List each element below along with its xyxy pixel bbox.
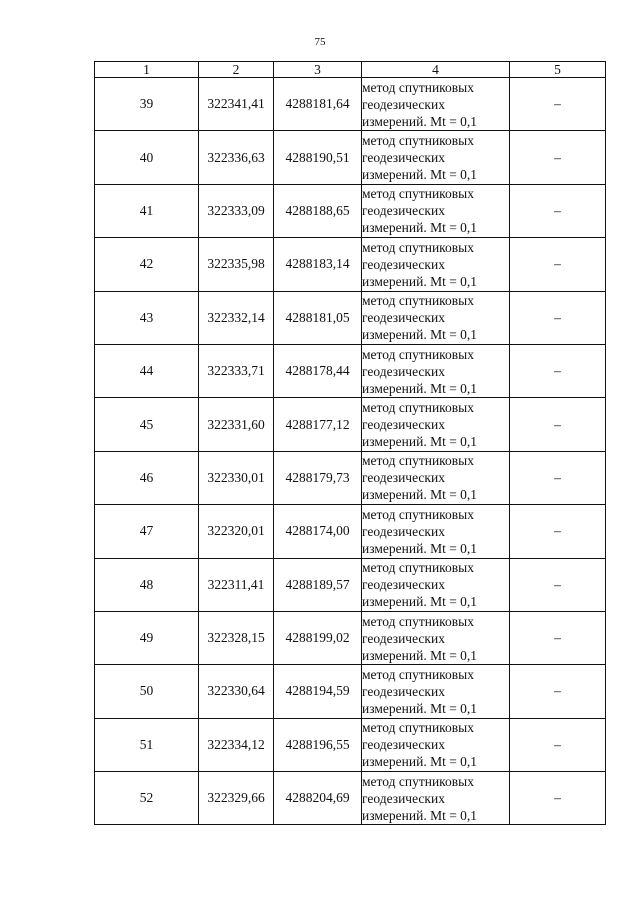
note-cell: – <box>510 291 606 344</box>
method-cell <box>362 398 510 451</box>
point-number: 45 <box>95 398 199 451</box>
method-line: геодезических <box>362 256 445 272</box>
column-header-1: 1 <box>95 62 199 78</box>
method-cell <box>362 131 510 184</box>
method-cell <box>362 238 510 291</box>
method-cell <box>362 772 510 825</box>
point-number: 43 <box>95 291 199 344</box>
table-row <box>95 131 606 184</box>
method-line: измерений. Mt = 0,1 <box>362 754 478 770</box>
coord-x: 322330,01 <box>199 451 274 504</box>
point-number: 47 <box>95 505 199 558</box>
coord-x: 322333,71 <box>199 344 274 397</box>
method-line: метод спутниковых <box>362 293 474 309</box>
method-line: метод спутниковых <box>362 613 474 629</box>
point-number: 48 <box>95 558 199 611</box>
coord-y: 4288178,44 <box>274 344 362 397</box>
method-line: измерений. Mt = 0,1 <box>362 327 478 343</box>
coord-y: 4288194,59 <box>274 665 362 718</box>
method-line: измерений. Mt = 0,1 <box>362 273 478 289</box>
method-line: метод спутниковых <box>362 773 474 789</box>
coord-y: 4288189,57 <box>274 558 362 611</box>
table-row <box>95 291 606 344</box>
method-line: измерений. Mt = 0,1 <box>362 647 478 663</box>
method-line: метод спутниковых <box>362 560 474 576</box>
method-line: геодезических <box>362 96 445 112</box>
method-cell <box>362 184 510 237</box>
column-header-5: 5 <box>510 62 606 78</box>
coord-y: 4288181,64 <box>274 78 362 131</box>
point-number: 39 <box>95 78 199 131</box>
point-number: 42 <box>95 238 199 291</box>
method-line: метод спутниковых <box>362 453 474 469</box>
coord-x: 322311,41 <box>199 558 274 611</box>
coordinates-table <box>94 61 606 825</box>
note-cell: – <box>510 398 606 451</box>
method-line: геодезических <box>362 363 445 379</box>
method-line: геодезических <box>362 203 445 219</box>
method-line: измерений. Mt = 0,1 <box>362 700 478 716</box>
table-row <box>95 451 606 504</box>
coord-x: 322328,15 <box>199 611 274 664</box>
coord-x: 322335,98 <box>199 238 274 291</box>
coord-y: 4288181,05 <box>274 291 362 344</box>
point-number: 41 <box>95 184 199 237</box>
table-row <box>95 611 606 664</box>
method-cell <box>362 344 510 397</box>
coord-y: 4288179,73 <box>274 451 362 504</box>
coord-x: 322341,41 <box>199 78 274 131</box>
method-line: метод спутниковых <box>362 79 474 95</box>
method-line: измерений. Mt = 0,1 <box>362 113 478 129</box>
note-cell: – <box>510 611 606 664</box>
point-number: 49 <box>95 611 199 664</box>
coord-y: 4288199,02 <box>274 611 362 664</box>
method-cell <box>362 611 510 664</box>
coord-x: 322320,01 <box>199 505 274 558</box>
note-cell: – <box>510 344 606 397</box>
coord-x: 322334,12 <box>199 718 274 771</box>
method-line: геодезических <box>362 737 445 753</box>
coord-y: 4288174,00 <box>274 505 362 558</box>
note-cell: – <box>510 131 606 184</box>
table-row <box>95 398 606 451</box>
point-number: 51 <box>95 718 199 771</box>
method-cell <box>362 665 510 718</box>
coord-y: 4288183,14 <box>274 238 362 291</box>
table-body <box>95 78 606 825</box>
method-line: геодезических <box>362 310 445 326</box>
table-row <box>95 78 606 131</box>
point-number: 44 <box>95 344 199 397</box>
method-line: измерений. Mt = 0,1 <box>362 220 478 236</box>
table-row <box>95 718 606 771</box>
method-line: метод спутниковых <box>362 720 474 736</box>
method-line: метод спутниковых <box>362 133 474 149</box>
coord-y: 4288196,55 <box>274 718 362 771</box>
method-cell <box>362 718 510 771</box>
page-number: 75 <box>314 36 326 48</box>
method-line: метод спутниковых <box>362 346 474 362</box>
note-cell: – <box>510 451 606 504</box>
method-line: метод спутниковых <box>362 506 474 522</box>
method-line: измерений. Mt = 0,1 <box>362 380 478 396</box>
method-line: геодезических <box>362 790 445 806</box>
method-line: геодезических <box>362 577 445 593</box>
column-header-3: 3 <box>274 62 362 78</box>
note-cell: – <box>510 665 606 718</box>
table-row <box>95 344 606 397</box>
method-line: измерений. Mt = 0,1 <box>362 434 478 450</box>
coord-y: 4288190,51 <box>274 131 362 184</box>
method-line: метод спутниковых <box>362 400 474 416</box>
method-line: геодезических <box>362 417 445 433</box>
point-number: 46 <box>95 451 199 504</box>
table-row <box>95 238 606 291</box>
method-cell <box>362 451 510 504</box>
table-row <box>95 665 606 718</box>
point-number: 52 <box>95 772 199 825</box>
coord-y: 4288204,69 <box>274 772 362 825</box>
table-row <box>95 184 606 237</box>
method-line: геодезических <box>362 470 445 486</box>
method-cell <box>362 78 510 131</box>
method-line: геодезических <box>362 523 445 539</box>
table-row <box>95 558 606 611</box>
method-line: метод спутниковых <box>362 239 474 255</box>
method-cell <box>362 505 510 558</box>
note-cell: – <box>510 772 606 825</box>
method-cell <box>362 291 510 344</box>
coord-x: 322333,09 <box>199 184 274 237</box>
coord-x: 322330,64 <box>199 665 274 718</box>
point-number: 40 <box>95 131 199 184</box>
method-line: измерений. Mt = 0,1 <box>362 807 478 823</box>
coord-y: 4288188,65 <box>274 184 362 237</box>
method-line: геодезических <box>362 630 445 646</box>
method-line: измерений. Mt = 0,1 <box>362 167 478 183</box>
point-number: 50 <box>95 665 199 718</box>
method-line: измерений. Mt = 0,1 <box>362 540 478 556</box>
method-line: измерений. Mt = 0,1 <box>362 487 478 503</box>
note-cell: – <box>510 78 606 131</box>
note-cell: – <box>510 558 606 611</box>
coord-y: 4288177,12 <box>274 398 362 451</box>
table-header-row <box>95 62 606 78</box>
note-cell: – <box>510 718 606 771</box>
coord-x: 322329,66 <box>199 772 274 825</box>
table-row <box>95 505 606 558</box>
note-cell: – <box>510 505 606 558</box>
note-cell: – <box>510 184 606 237</box>
coord-x: 322336,63 <box>199 131 274 184</box>
column-header-4: 4 <box>362 62 510 78</box>
method-line: измерений. Mt = 0,1 <box>362 594 478 610</box>
coord-x: 322332,14 <box>199 291 274 344</box>
coord-x: 322331,60 <box>199 398 274 451</box>
table-row <box>95 772 606 825</box>
method-line: геодезических <box>362 150 445 166</box>
method-line: метод спутниковых <box>362 666 474 682</box>
method-line: геодезических <box>362 683 445 699</box>
note-cell: – <box>510 238 606 291</box>
column-header-2: 2 <box>199 62 274 78</box>
method-line: метод спутниковых <box>362 186 474 202</box>
method-cell <box>362 558 510 611</box>
